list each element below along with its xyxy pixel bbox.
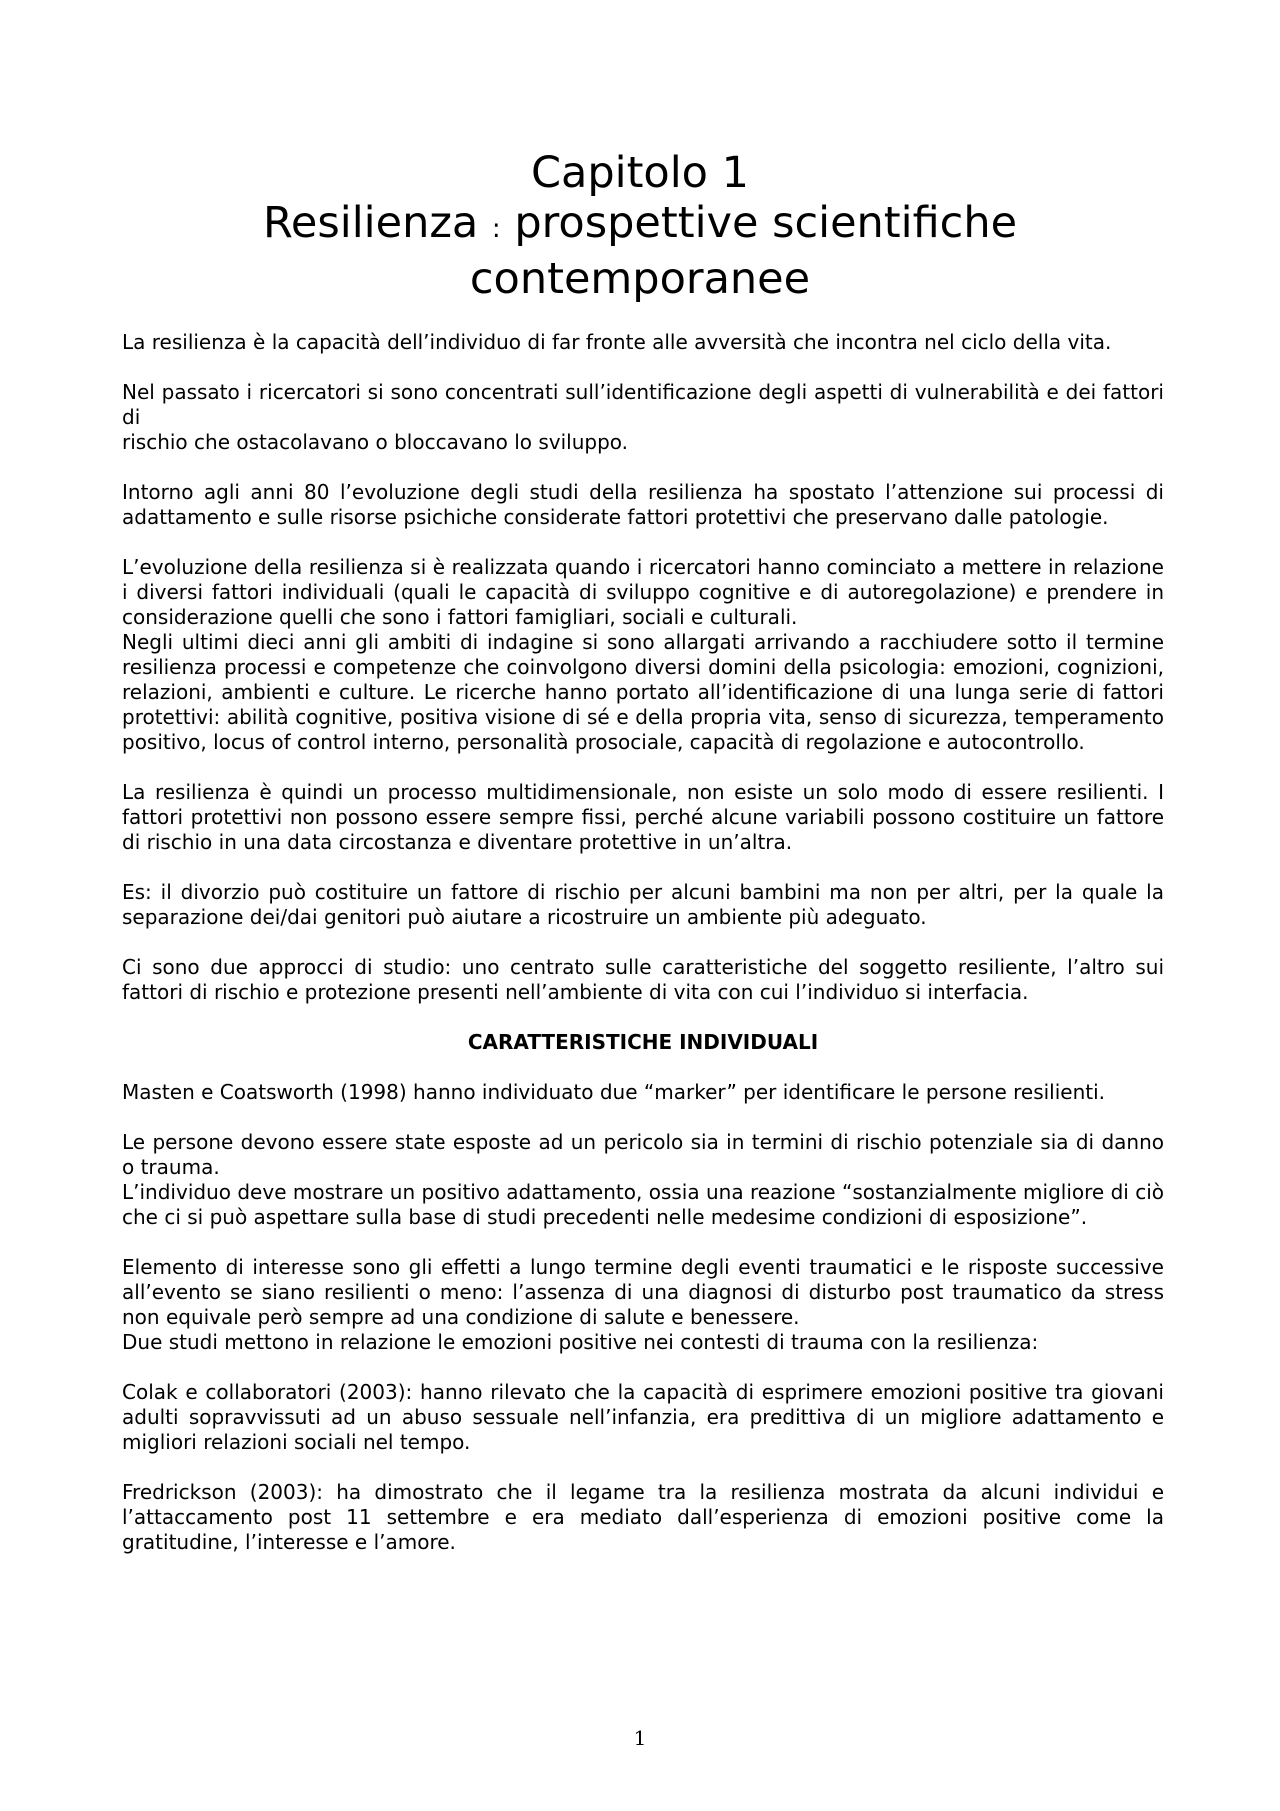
chapter-subtitle-continued: contemporanee — [469, 254, 811, 304]
paragraph-markers: Masten e Coatsworth (1998) hanno individuato due “marker” per identificare le persone resilienti. — [122, 1080, 1106, 1104]
paragraph-past-research: Nel passato i ricercatori si sono concentrati sull’identificazione degli aspetti di vulnerabilità e dei fattori di — [122, 380, 1164, 429]
paragraph-last-decade: Negli ultimi dieci anni gli ambiti di indagine si sono allargati arrivando a racchiudere sotto il termine resilienza processi e competenze che coinvolgono diversi domini della psicologia: emozioni, cognizioni, relazioni, ambienti e culture. Le ricerche hanno portato all’identificazione di una lunga serie di fattori protettivi: abilità cognitive, positiva visione di sé e della propria vita, senso di sicurezza, temperamento positivo, locus of control interno, personalità prosociale, capacità di regolazione e autocontrollo. — [122, 630, 1164, 754]
paragraph-adaptation: L’individuo deve mostrare un positivo adattamento, ossia una reazione “sostanzialmente migliore di ciò che ci si può aspettare sulla base di studi precedenti nelle medesime condizioni di esposizione”. — [122, 1180, 1164, 1229]
paragraph-multidimensional: La resilienza è quindi un processo multidimensionale, non esiste un solo modo di essere resilienti. I fattori protettivi non possono essere sempre fissi, perché alcune variabili possono costituire un fattore di rischio in una data circostanza e diventare protettive in un’altra. — [122, 780, 1164, 854]
paragraph-past-research-cont: rischio che ostacolavano o bloccavano lo sviluppo. — [122, 430, 629, 454]
paragraph-eighties: Intorno agli anni 80 l’evoluzione degli studi della resilienza ha spostato l’attenzione sui processi di adattamento e sulle risorse psichiche considerate fattori protettivi che preservano dalle patologie. — [122, 480, 1164, 529]
paragraph-two-studies: Due studi mettono in relazione le emozioni positive nei contesti di trauma con la resilienza: — [122, 1330, 1039, 1354]
paragraph-long-term: Elemento di interesse sono gli effetti a lungo termine degli eventi traumatici e le risposte successive all’evento se siano resilienti o meno: l’assenza di una diagnosi di disturbo post traumatico da stress non equivale però sempre ad una condizione di salute e benessere. — [122, 1255, 1164, 1329]
chapter-subtitle — [0, 198, 1280, 254]
chapter-number: Capitolo 1 — [530, 148, 750, 198]
section-heading: CARATTERISTICHE INDIVIDUALI — [467, 1030, 819, 1054]
paragraph-exposure: Le persone devono essere state esposte ad un pericolo sia in termini di rischio potenziale sia di danno o trauma. — [122, 1130, 1164, 1179]
paragraph-fredrickson: Fredrickson (2003): ha dimostrato che il legame tra la resilienza mostrata da alcuni individui e l’attaccamento post 11 settembre e era mediato dall’esperienza di emozioni positive come la gratitudine, l’interesse e l’amore. — [122, 1480, 1164, 1554]
paragraph-approaches: Ci sono due approcci di studio: uno centrato sulle caratteristiche del soggetto resiliente, l’altro sui fattori di rischio e protezione presenti nell’ambiente di vita con cui l’individuo si interfacia. — [122, 955, 1164, 1004]
subtitle-separator: : — [491, 214, 501, 244]
page-number: 1 — [633, 1726, 647, 1750]
subtitle-part-b: prospettive scientifiche — [514, 198, 1018, 248]
paragraph-evolution: L’evoluzione della resilienza si è realizzata quando i ricercatori hanno cominciato a mettere in relazione i diversi fattori individuali (quali le capacità di sviluppo cognitive e di autoregolazione) e prendere in considerazione quelli che sono i fattori famigliari, sociali e culturali. — [122, 555, 1164, 629]
paragraph-colak: Colak e collaboratori (2003): hanno rilevato che la capacità di esprimere emozioni positive tra giovani adulti sopravvissuti ad un abuso sessuale nell’infanzia, era predittiva di un migliore adattamento e migliori relazioni sociali nel tempo. — [122, 1380, 1164, 1454]
chapter-title — [0, 148, 1280, 304]
paragraph-example: Es: il divorzio può costituire un fattore di rischio per alcuni bambini ma non per altri, per la quale la separazione dei/dai genitori può aiutare a ricostruire un ambiente più adeguato. — [122, 880, 1164, 929]
subtitle-part-a: Resilienza — [262, 198, 479, 248]
body-text — [122, 330, 1164, 1580]
paragraph-definition: La resilienza è la capacità dell’individuo di far fronte alle avversità che incontra nel ciclo della vita. — [122, 330, 1112, 354]
